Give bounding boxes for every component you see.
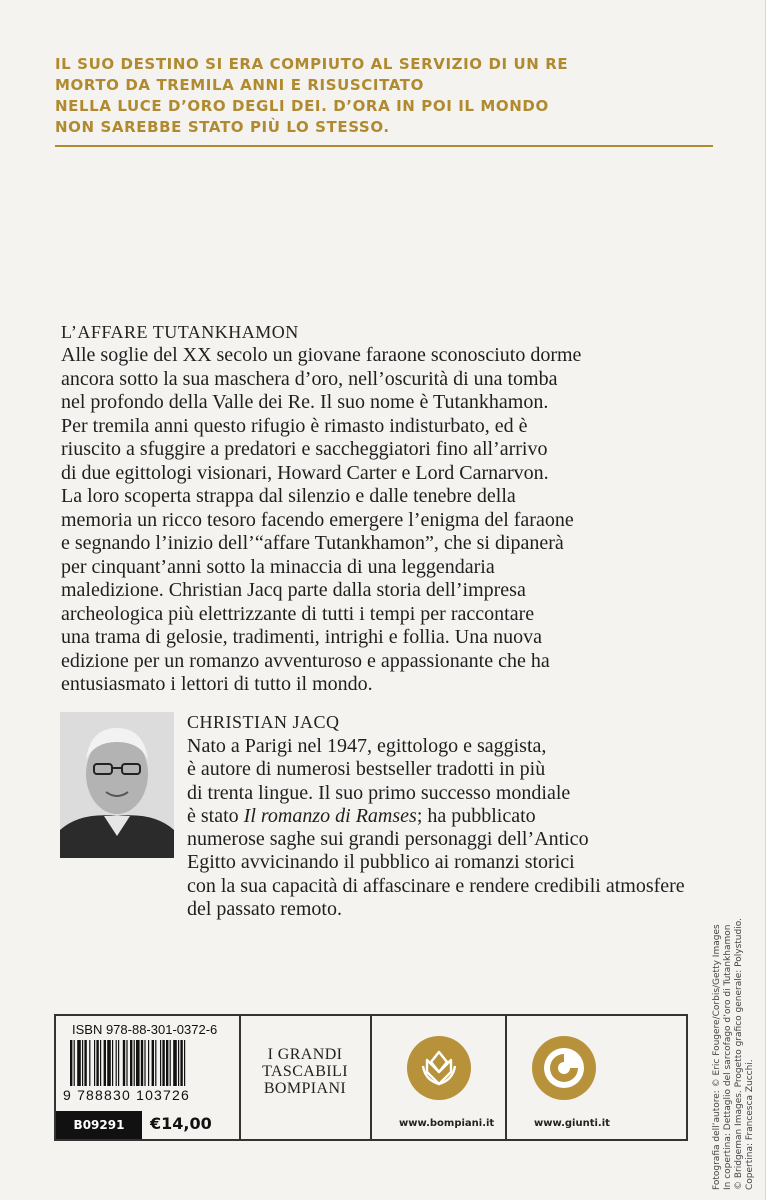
- tagline-line: MORTO DA TREMILA ANNI E RISUSCITATO: [55, 76, 424, 94]
- swirl-icon: [532, 1036, 596, 1100]
- synopsis-line: edizione per un romanzo avventuroso e appassionante che ha: [61, 649, 550, 672]
- barcode-bar: [116, 1040, 117, 1086]
- synopsis-line: Alle soglie del XX secolo un giovane faraone sconosciuto dorme: [61, 344, 582, 366]
- barcode-bar: [173, 1040, 177, 1086]
- barcode-bar: [123, 1040, 125, 1086]
- credit-line: Fotografia dell’autore: © Eric Fougere/Corbis/Getty Images: [712, 924, 722, 1190]
- catalog-code: B09291: [56, 1111, 142, 1139]
- barcode-bar: [160, 1040, 161, 1086]
- tagline-line: IL SUO DESTINO SI ERA COMPIUTO AL SERVIZIO DI UN RE: [55, 55, 569, 73]
- author-bio-text: ; ha pubblicato: [416, 804, 536, 827]
- author-bio-line: numerose saghe sui grandi personaggi dell’Antico: [187, 828, 589, 851]
- barcode-digits: 9 788830 103726: [63, 1087, 190, 1103]
- barcode-bar: [104, 1040, 106, 1086]
- bompiani-logo: [407, 1036, 471, 1100]
- synopsis-line: Per tremila anni questo rifugio è rimasto indisturbato, ed è: [61, 414, 528, 437]
- giunti-logo: [532, 1036, 596, 1100]
- credit-line: In copertina: Dettaglio del sarcofago d’oro di Tutankhamon: [723, 924, 733, 1190]
- barcode-bar: [162, 1040, 164, 1086]
- synopsis-line: per cinquant’anni sotto la minaccia di una leggendaria: [61, 555, 495, 578]
- barcode-bar: [178, 1040, 179, 1086]
- barcode-bar: [130, 1040, 132, 1086]
- barcode-bar: [77, 1040, 81, 1086]
- barcode-bar: [70, 1040, 72, 1086]
- barcode-bar: [148, 1040, 149, 1086]
- synopsis-line: una trama di gelosie, tradimenti, intrighi e follia. Una nuova: [61, 626, 542, 648]
- series-line: BOMPIANI: [263, 1080, 347, 1097]
- barcode-bar: [134, 1040, 135, 1086]
- synopsis-line: memoria un ricco tesoro facendo emergere l’enigma del faraone: [61, 508, 574, 531]
- author-name: CHRISTIAN JACQ: [187, 712, 340, 732]
- tagline-line: NELLA LUCE D’ORO DEGLI DEI. D’ORA IN POI IL MONDO: [55, 97, 549, 115]
- synopsis-line: nel profondo della Valle dei Re. Il suo nome è Tutankhamon.: [61, 391, 549, 413]
- imprint-divider: [370, 1014, 372, 1141]
- barcode-bar: [89, 1040, 90, 1086]
- author-bio-line: del passato remoto.: [187, 898, 342, 921]
- photo-credits: [712, 918, 756, 1190]
- author-bio-line: [187, 805, 727, 828]
- synopsis-text: [61, 344, 721, 697]
- barcode-bar: [136, 1040, 140, 1086]
- author-bio-line: con la sua capacità di affascinare e rendere credibili atmosfere: [187, 874, 685, 897]
- author-bio-line: Egitto avvicinando il pubblico ai romanzi storici: [187, 851, 575, 874]
- barcode-bar: [100, 1040, 101, 1086]
- imprint-divider: [505, 1014, 507, 1141]
- author-bio-text: è stato: [187, 804, 244, 827]
- synopsis-line: ancora sotto la sua maschera d’oro, nell’oscurità di una tomba: [61, 367, 558, 390]
- barcode-bar: [96, 1040, 98, 1086]
- author-bio-line: di trenta lingue. Il suo primo successo mondiale: [187, 781, 571, 804]
- synopsis-line: archeologica più elettrizzante di tutti i tempi per raccontare: [61, 602, 535, 625]
- credit-line: © Bridgeman Images. Progetto grafico generale: Polystudio.: [734, 918, 744, 1190]
- bompiani-url[interactable]: www.bompiani.it: [399, 1118, 495, 1129]
- barcode-bar: [118, 1040, 119, 1086]
- giunti-url[interactable]: www.giunti.it: [534, 1118, 610, 1129]
- tagline-divider: [55, 145, 713, 147]
- series-line: TASCABILI: [262, 1063, 348, 1080]
- author-bio: [187, 735, 727, 921]
- synopsis-line: maledizione. Christian Jacq parte dalla storia dell’impresa: [61, 579, 526, 601]
- barcode-bar: [112, 1040, 113, 1086]
- barcode-bar: [184, 1040, 185, 1086]
- barcode-bar: [94, 1040, 95, 1086]
- synopsis-line: di due egittologi visionari, Howard Carter e Lord Carnarvon.: [61, 461, 549, 484]
- imprint-divider: [239, 1014, 241, 1141]
- book-title-ramses: Il romanzo di Ramses: [243, 804, 417, 827]
- credit-line: Copertina: Francesca Zucchi.: [745, 1059, 755, 1190]
- barcode-bar: [107, 1040, 111, 1086]
- barcode-bar: [180, 1040, 182, 1086]
- barcode-bar: [126, 1040, 127, 1086]
- flower-icon: [407, 1036, 471, 1100]
- isbn-label: ISBN 978-88-301-0372-6: [72, 1022, 218, 1037]
- barcode-bar: [141, 1040, 143, 1086]
- barcode-bar: [155, 1040, 156, 1086]
- synopsis-title: L’AFFARE TUTANKHAMON: [61, 322, 299, 342]
- series-line: I GRANDI: [267, 1046, 343, 1063]
- synopsis-line: riuscito a sfuggire a predatori e saccheggiatori fino all’arrivo: [61, 438, 548, 460]
- author-bio-line: è autore di numerosi bestseller tradotti in più: [187, 758, 546, 781]
- barcode-bar: [74, 1040, 75, 1086]
- author-bio-line: Nato a Parigi nel 1947, egittologo e saggista,: [187, 735, 547, 757]
- tagline: [55, 54, 615, 138]
- synopsis-line: e segnando l’inizio dell’“affare Tutankhamon”, che si dipanerà: [61, 532, 564, 554]
- barcode-bar: [82, 1040, 83, 1086]
- barcode-bar: [170, 1040, 171, 1086]
- author-photo: [60, 712, 174, 858]
- price: €14,00: [150, 1114, 212, 1133]
- tagline-line: NON SAREBBE STATO PIÙ LO STESSO.: [55, 118, 390, 136]
- barcode-bar: [152, 1040, 154, 1086]
- barcode-bar: [144, 1040, 145, 1086]
- barcode: [70, 1040, 228, 1086]
- barcode-bar: [84, 1040, 86, 1086]
- synopsis-line: La loro scoperta strappa dal silenzio e dalle tenebre della: [61, 485, 516, 507]
- series-name: [246, 1046, 364, 1097]
- barcode-bar: [166, 1040, 168, 1086]
- synopsis-line: entusiasmato i lettori di tutto il mondo.: [61, 673, 373, 695]
